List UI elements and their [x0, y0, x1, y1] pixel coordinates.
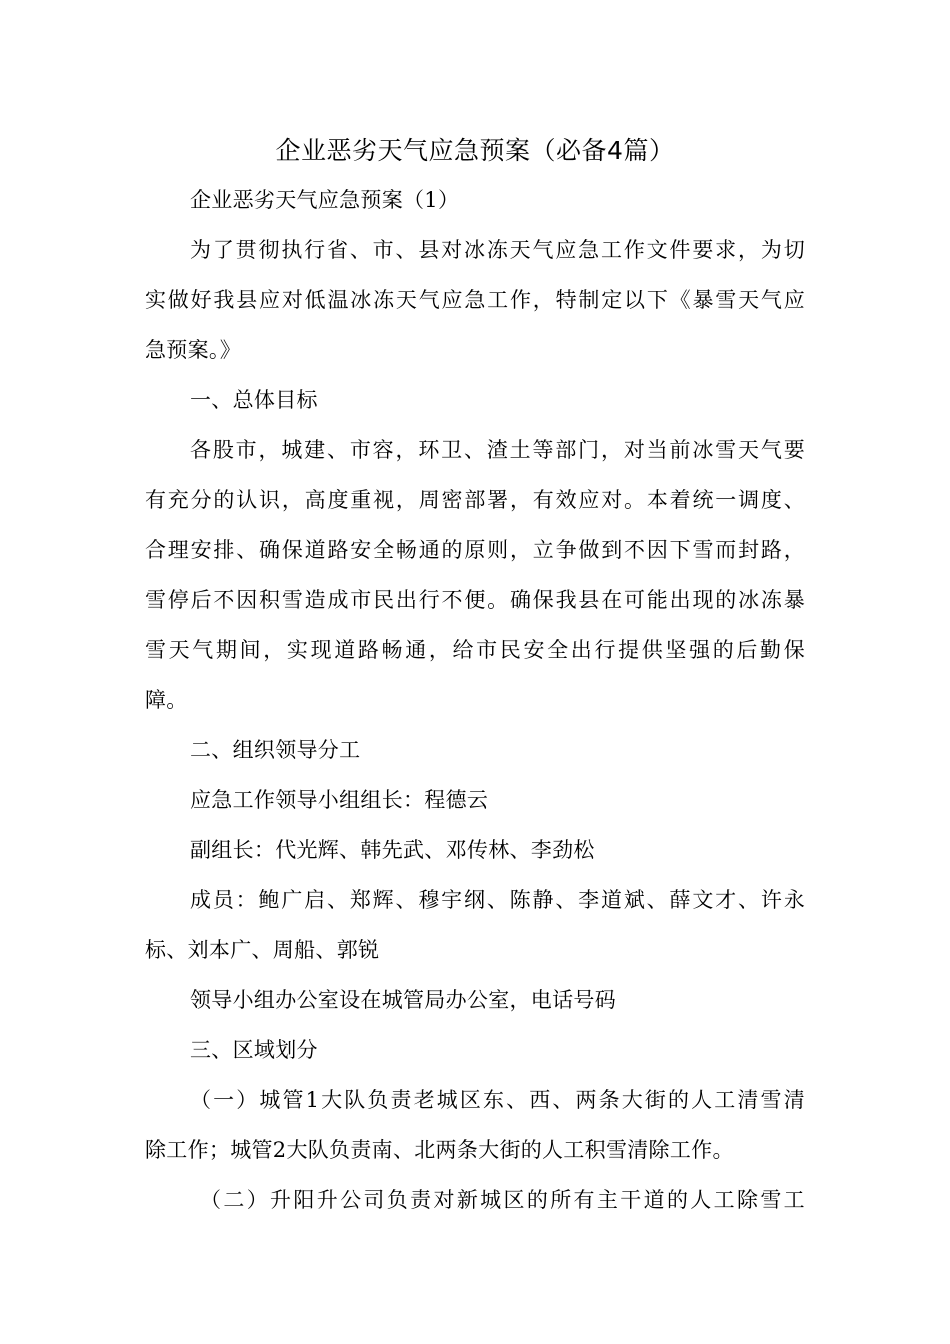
paragraph-line: 应急工作领导小组组长：程德云 — [190, 788, 489, 812]
section-heading: 三、区域划分 — [190, 1038, 318, 1062]
paragraph-line: 合理安排、确保道路安全畅通的原则，立争做到不因下雪而封路， — [145, 538, 805, 562]
paragraph-line: （二）升阳升公司负责对新城区的所有主干道的人工除雪工 — [200, 1188, 805, 1212]
paragraph-line: 雪停后不因积雪造成市民出行不便。确保我县在可能出现的冰冻暴 — [145, 588, 805, 612]
paragraph-line: 成员：鲍广启、郑辉、穆宇纲、陈静、李道斌、薛文才、许永 — [190, 888, 805, 912]
paragraph-line: 实做好我县应对低温冰冻天气应急工作，特制定以下《暴雪天气应 — [145, 288, 805, 312]
paragraph-line: 急预案。》 — [145, 338, 241, 362]
paragraph-line: 各股市，城建、市容，环卫、渣土等部门，对当前冰雪天气要 — [190, 438, 805, 462]
section-heading: 一、总体目标 — [190, 388, 318, 412]
document-title: 企业恶劣天气应急预案（必备4篇） — [275, 136, 675, 165]
paragraph-line: 副组长：代光辉、韩先武、邓传林、李劲松 — [190, 838, 595, 862]
paragraph-line: 除工作；城管2大队负责南、北两条大街的人工积雪清除工作。 — [145, 1138, 734, 1162]
paragraph-line: 标、刘本广、周船、郭锐 — [145, 938, 380, 962]
paragraph-line: 有充分的认识，高度重视，周密部署，有效应对。本着统一调度、 — [145, 488, 805, 512]
paragraph-line: 为了贯彻执行省、市、县对冰冻天气应急工作文件要求，为切 — [190, 238, 805, 262]
paragraph-line: 雪天气期间，实现道路畅通，给市民安全出行提供坚强的后勤保 — [145, 638, 805, 662]
section-heading: 二、组织领导分工 — [190, 738, 361, 762]
section-heading: 企业恶劣天气应急预案（1） — [190, 188, 460, 212]
paragraph-line: （一）城管1大队负责老城区东、西、两条大街的人工清雪清 — [190, 1088, 805, 1112]
paragraph-line: 障。 — [145, 688, 188, 712]
paragraph-line: 领导小组办公室设在城管局办公室，电话号码 — [190, 988, 616, 1012]
